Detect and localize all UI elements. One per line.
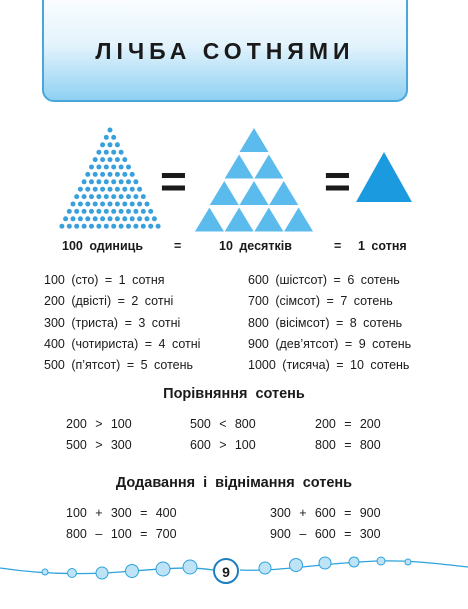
comparison-expression: [66, 414, 132, 435]
comparison-expression: [315, 435, 381, 456]
ten-triangle: [269, 181, 298, 205]
label-equals-2: =: [334, 239, 342, 253]
comparison-expression: [190, 414, 256, 435]
unit-dot: [104, 165, 109, 170]
unit-dot: [82, 209, 87, 214]
unit-dot: [85, 202, 90, 207]
unit-dot: [115, 216, 120, 221]
unit-dot: [104, 224, 109, 229]
unit-dot: [130, 187, 135, 192]
math-number: 100: [110, 417, 132, 431]
unit-dot: [141, 194, 146, 199]
unit-dot: [141, 224, 146, 229]
unit-dot: [119, 165, 124, 170]
operation-expression: [66, 524, 177, 545]
unit-dot: [152, 216, 157, 221]
math-number: 800: [359, 438, 381, 453]
list-item: 400 (чотириста) = 4 сотні: [44, 336, 201, 351]
ten-triangle: [254, 155, 283, 179]
list-item: 200 (двісті) = 2 сотні: [44, 294, 174, 309]
unit-dot: [100, 202, 105, 207]
math-operator: =: [140, 527, 148, 542]
unit-dot: [104, 150, 109, 155]
label-1-hundred: 1 сотня: [358, 239, 407, 253]
unit-dot: [119, 209, 124, 214]
unit-dot: [119, 150, 124, 155]
ten-triangle: [210, 181, 239, 205]
page-title: ЛІЧБА СОТНЯМИ: [95, 38, 355, 64]
unit-dot: [119, 224, 124, 229]
hundreds-list-left: [44, 270, 200, 376]
unit-dot: [115, 142, 120, 147]
unit-dot: [93, 172, 98, 177]
list-item: 900 (дев’ятсот) = 9 сотень: [248, 336, 412, 351]
unit-dot: [130, 202, 135, 207]
unit-dot: [74, 209, 79, 214]
unit-dot: [133, 179, 138, 184]
comparison-expression: [315, 414, 381, 435]
unit-dot: [96, 150, 101, 155]
unit-dot: [71, 216, 76, 221]
math-number: 200: [66, 417, 87, 431]
footer-dot: [319, 557, 331, 569]
footer-dot: [349, 557, 359, 567]
unit-dot: [78, 202, 83, 207]
unit-dot: [126, 209, 131, 214]
unit-dot: [85, 172, 90, 177]
operation-expression: [66, 503, 177, 524]
footer-dot: [68, 569, 77, 578]
unit-dot: [126, 194, 131, 199]
ten-triangle: [284, 208, 313, 232]
footer-dot: [126, 565, 139, 578]
unit-dot: [74, 224, 79, 229]
unit-dot: [100, 216, 105, 221]
ten-triangle: [240, 128, 269, 152]
unit-dot: [108, 187, 113, 192]
math-number: 800: [66, 527, 87, 542]
unit-dot: [111, 179, 116, 184]
comparison-column: [315, 414, 381, 457]
math-number: 300: [110, 438, 132, 453]
unit-dot: [108, 142, 113, 147]
unit-dot: [104, 194, 109, 199]
unit-dot: [115, 157, 120, 162]
unit-dot: [122, 187, 127, 192]
operation-expression: [270, 503, 381, 524]
unit-dot: [93, 202, 98, 207]
unit-dot: [96, 179, 101, 184]
comparison-heading: Порівняння сотень: [163, 386, 305, 402]
label-10-tens: 10 десятків: [219, 239, 292, 253]
unit-dot: [96, 209, 101, 214]
unit-dot: [148, 209, 153, 214]
unit-dot: [89, 209, 94, 214]
unit-dot: [133, 209, 138, 214]
unit-dot: [115, 172, 120, 177]
operation-column: [270, 503, 381, 546]
unit-dot: [100, 172, 105, 177]
unit-dot: [137, 187, 142, 192]
unit-dot: [156, 224, 161, 229]
unit-dot: [85, 187, 90, 192]
math-operator: +: [299, 506, 307, 520]
unit-dot: [122, 172, 127, 177]
unit-dot: [111, 209, 116, 214]
equals-sign-2: =: [324, 155, 351, 207]
math-operator: =: [344, 438, 352, 453]
unit-dot: [111, 150, 116, 155]
unit-dot: [89, 179, 94, 184]
unit-dot: [111, 194, 116, 199]
list-item: 100 (сто) = 1 сотня: [44, 273, 165, 287]
unit-dot: [148, 224, 153, 229]
unit-dot: [145, 216, 150, 221]
unit-dot: [96, 194, 101, 199]
unit-dot: [126, 165, 131, 170]
math-number: 600: [314, 506, 336, 520]
math-operator: >: [95, 438, 103, 453]
unit-dot: [122, 202, 127, 207]
ten-triangle: [254, 208, 283, 232]
dot-triangle-100-units: [58, 126, 162, 230]
math-number: 100: [66, 506, 87, 520]
unit-dot: [108, 202, 113, 207]
math-number: 300: [270, 506, 291, 520]
math-number: 800: [234, 417, 256, 431]
unit-dot: [137, 216, 142, 221]
ten-triangle: [195, 208, 224, 232]
math-operator: –: [95, 527, 103, 542]
footer-dot: [183, 560, 197, 574]
unit-dot: [71, 202, 76, 207]
comparison-expression: [190, 435, 256, 456]
footer-dot: [96, 567, 108, 579]
math-number: 300: [110, 506, 132, 520]
unit-dot: [108, 157, 113, 162]
ten-triangle: [225, 208, 254, 232]
unit-dot: [85, 216, 90, 221]
math-operator: –: [299, 527, 307, 542]
unit-dot: [96, 165, 101, 170]
math-number: 900: [270, 527, 291, 542]
unit-dot: [122, 157, 127, 162]
unit-dot: [133, 194, 138, 199]
math-number: 400: [155, 506, 177, 520]
triangle-pyramid-10-tens: [192, 125, 316, 233]
unit-dot: [82, 179, 87, 184]
math-number: 200: [359, 417, 381, 431]
footer-dot: [259, 562, 271, 574]
unit-dot: [119, 194, 124, 199]
unit-dot: [63, 216, 68, 221]
big-triangle-1-hundred: [354, 150, 414, 206]
math-number: 200: [315, 417, 336, 431]
math-number: 100: [110, 527, 132, 542]
unit-dot: [141, 209, 146, 214]
unit-dot: [82, 194, 87, 199]
unit-dot: [126, 224, 131, 229]
unit-dot: [89, 194, 94, 199]
unit-dot: [145, 202, 150, 207]
unit-dot: [111, 224, 116, 229]
label-equals-1: =: [174, 239, 182, 253]
unit-dot: [133, 224, 138, 229]
math-operator: +: [95, 506, 103, 520]
label-100-units: 100 одиниць: [62, 239, 144, 253]
math-number: 300: [359, 527, 381, 542]
operation-expression: [270, 524, 381, 545]
hundred-triangle: [356, 152, 412, 202]
unit-dot: [78, 216, 83, 221]
footer-dot: [290, 559, 303, 572]
unit-dot: [130, 172, 135, 177]
unit-dot: [111, 165, 116, 170]
comparison-column: [190, 414, 256, 457]
footer-dot: [377, 557, 385, 565]
math-operator: >: [219, 438, 227, 453]
unit-dot: [93, 216, 98, 221]
unit-dot: [89, 165, 94, 170]
unit-dot: [74, 194, 79, 199]
list-item: 300 (триста) = 3 сотні: [44, 315, 181, 330]
unit-dot: [104, 179, 109, 184]
unit-dot: [78, 187, 83, 192]
math-operator: =: [344, 527, 352, 542]
unit-dot: [100, 157, 105, 162]
list-item: 700 (сімсот) = 7 сотень: [248, 294, 393, 309]
footer-dot: [405, 559, 411, 565]
math-operator: =: [344, 506, 352, 520]
unit-dot: [82, 224, 87, 229]
unit-dot: [115, 202, 120, 207]
unit-dot: [130, 216, 135, 221]
footer-dot: [42, 569, 48, 575]
math-operator: >: [95, 417, 103, 431]
list-item: 500 (п’ятсот) = 5 сотень: [44, 358, 194, 373]
comparison-column: [66, 414, 132, 457]
math-operator: <: [219, 417, 227, 431]
math-number: 700: [155, 527, 177, 542]
math-number: 600: [190, 438, 211, 453]
list-item: 600 (шістсот) = 6 сотень: [248, 273, 400, 287]
unit-dot: [119, 179, 124, 184]
unit-dot: [93, 187, 98, 192]
unit-dot: [104, 135, 109, 140]
unit-dot: [67, 224, 72, 229]
math-operator: =: [344, 417, 352, 431]
math-number: 900: [359, 506, 381, 520]
math-operator: =: [140, 506, 148, 520]
unit-dot: [108, 172, 113, 177]
equals-sign-1: =: [160, 155, 187, 207]
list-item: 1000 (тисяча) = 10 сотень: [248, 358, 410, 373]
math-number: 100: [234, 438, 256, 453]
unit-dot: [104, 209, 109, 214]
unit-dot: [100, 142, 105, 147]
unit-dot: [137, 202, 142, 207]
operation-column: [66, 503, 177, 546]
math-number: 500: [190, 417, 211, 431]
hundreds-list-right: [248, 270, 411, 376]
ten-triangle: [225, 155, 254, 179]
unit-dot: [67, 209, 72, 214]
unit-dot: [108, 216, 113, 221]
unit-dot: [126, 179, 131, 184]
unit-dot: [89, 224, 94, 229]
ten-triangle: [240, 181, 269, 205]
operations-heading: Додавання і віднімання сотень: [115, 475, 353, 491]
math-number: 800: [315, 438, 336, 453]
page-number: 9: [213, 558, 239, 584]
unit-dot: [122, 216, 127, 221]
list-item: 800 (вісімсот) = 8 сотень: [248, 315, 403, 330]
unit-dot: [100, 187, 105, 192]
unit-dot: [59, 224, 64, 229]
comparison-expression: [66, 435, 132, 456]
unit-dot: [93, 157, 98, 162]
unit-dot: [115, 187, 120, 192]
math-number: 500: [66, 438, 87, 453]
unit-dot: [111, 135, 116, 140]
unit-dot: [108, 128, 113, 133]
math-number: 600: [314, 527, 336, 542]
unit-dot: [96, 224, 101, 229]
footer-dot: [156, 562, 170, 576]
